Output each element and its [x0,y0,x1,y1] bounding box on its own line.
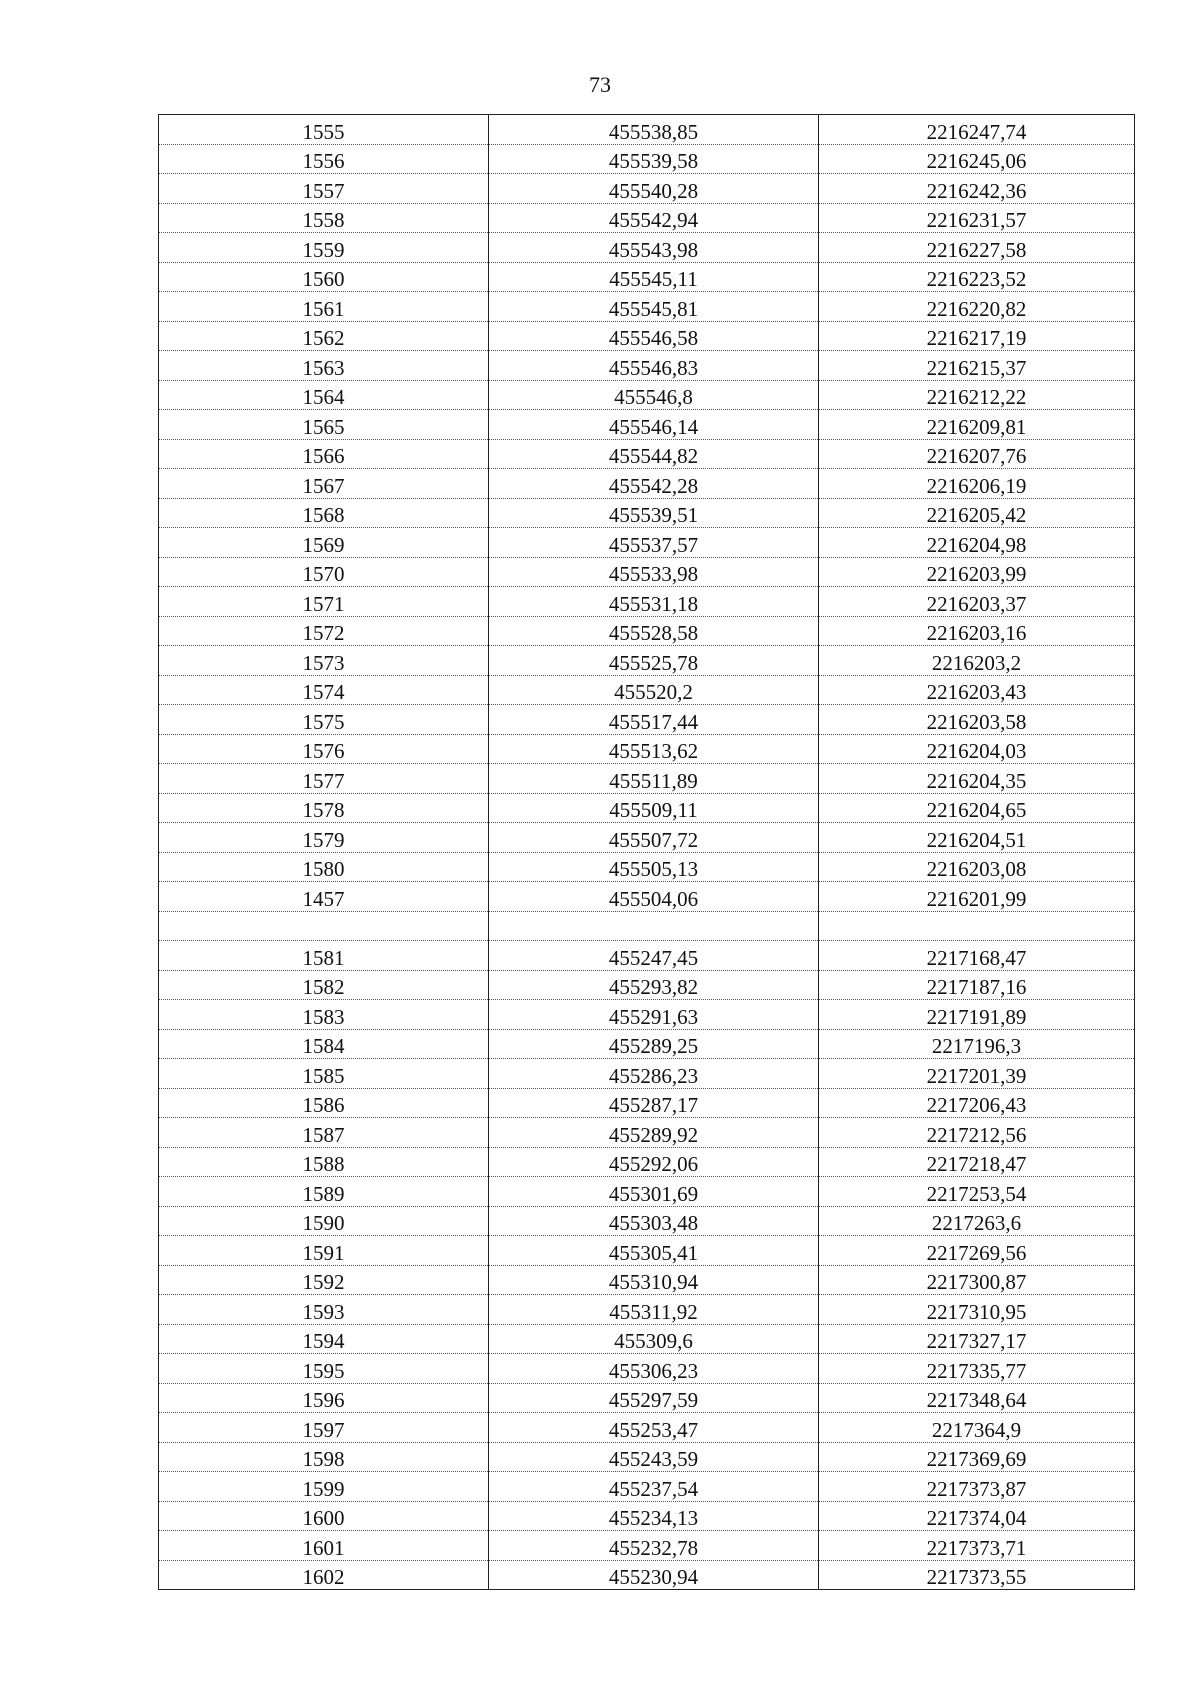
y-coordinate-cell: 2216215,37 [819,351,1135,381]
x-coordinate-cell: 455230,94 [489,1560,819,1590]
table-row [159,1000,1135,1030]
point-number-cell: 1577 [159,764,489,794]
point-number-cell: 1589 [159,1177,489,1207]
y-coordinate-cell: 2217364,9 [819,1413,1135,1443]
table-row [159,115,1135,145]
point-number-cell: 1565 [159,410,489,440]
x-coordinate-cell: 455539,58 [489,144,819,174]
table-row [159,1088,1135,1118]
table-row [159,675,1135,705]
y-coordinate-cell: 2217300,87 [819,1265,1135,1295]
x-coordinate-cell: 455297,59 [489,1383,819,1413]
y-coordinate-cell: 2216242,36 [819,174,1135,204]
y-coordinate-cell: 2216204,65 [819,793,1135,823]
y-coordinate-cell: 2216231,57 [819,203,1135,233]
y-coordinate-cell: 2216205,42 [819,498,1135,528]
table-row [159,528,1135,558]
table-row [159,1236,1135,1266]
point-number-cell: 1562 [159,321,489,351]
x-coordinate-cell: 455306,23 [489,1354,819,1384]
coordinate-table-body [159,115,1135,1590]
x-coordinate-cell: 455305,41 [489,1236,819,1266]
table-row [159,321,1135,351]
y-coordinate-cell: 2217373,87 [819,1472,1135,1502]
y-coordinate-cell: 2216223,52 [819,262,1135,292]
point-number-cell: 1561 [159,292,489,322]
y-coordinate-cell: 2216204,35 [819,764,1135,794]
y-coordinate-cell: 2217201,39 [819,1059,1135,1089]
point-number-cell: 1582 [159,970,489,1000]
table-row [159,1206,1135,1236]
y-coordinate-cell: 2216204,98 [819,528,1135,558]
y-coordinate-cell: 2216203,37 [819,587,1135,617]
point-number-cell: 1601 [159,1531,489,1561]
x-coordinate-cell: 455542,94 [489,203,819,233]
table-row [159,1531,1135,1561]
point-number-cell: 1566 [159,439,489,469]
point-number-cell: 1583 [159,1000,489,1030]
y-coordinate-cell: 2216217,19 [819,321,1135,351]
point-number-cell: 1587 [159,1118,489,1148]
y-coordinate-cell: 2216203,16 [819,616,1135,646]
point-number-cell: 1572 [159,616,489,646]
x-coordinate-cell: 455544,82 [489,439,819,469]
point-number-cell: 1555 [159,115,489,145]
x-coordinate-cell: 455517,44 [489,705,819,735]
x-coordinate-cell: 455505,13 [489,852,819,882]
y-coordinate-cell: 2217374,04 [819,1501,1135,1531]
table-row [159,882,1135,912]
x-coordinate-cell: 455545,11 [489,262,819,292]
point-number-cell: 1574 [159,675,489,705]
table-row [159,380,1135,410]
table-row [159,911,1135,941]
point-number-cell: 1563 [159,351,489,381]
x-coordinate-cell: 455545,81 [489,292,819,322]
point-number-cell: 1581 [159,941,489,971]
table-row [159,262,1135,292]
table-row [159,1472,1135,1502]
x-coordinate-cell: 455310,94 [489,1265,819,1295]
table-row [159,410,1135,440]
x-coordinate-cell: 455504,06 [489,882,819,912]
y-coordinate-cell: 2216204,03 [819,734,1135,764]
table-row [159,1265,1135,1295]
point-number-cell: 1578 [159,793,489,823]
point-number-cell: 1573 [159,646,489,676]
point-number-cell: 1567 [159,469,489,499]
x-coordinate-cell: 455509,11 [489,793,819,823]
y-coordinate-cell: 2217187,16 [819,970,1135,1000]
x-coordinate-cell: 455507,72 [489,823,819,853]
x-coordinate-cell: 455286,23 [489,1059,819,1089]
x-coordinate-cell: 455546,14 [489,410,819,440]
x-coordinate-cell: 455311,92 [489,1295,819,1325]
x-coordinate-cell: 455531,18 [489,587,819,617]
point-number-cell: 1576 [159,734,489,764]
y-coordinate-cell: 2216201,99 [819,882,1135,912]
x-coordinate-cell: 455537,57 [489,528,819,558]
point-number-cell: 1591 [159,1236,489,1266]
page-number: 73 [589,72,611,97]
table-row [159,1177,1135,1207]
y-coordinate-cell: 2216203,58 [819,705,1135,735]
table-row [159,469,1135,499]
table-row [159,705,1135,735]
point-number-cell: 1600 [159,1501,489,1531]
y-coordinate-cell: 2216206,19 [819,469,1135,499]
point-number-cell: 1597 [159,1413,489,1443]
y-coordinate-cell: 2216207,76 [819,439,1135,469]
x-coordinate-cell: 455546,58 [489,321,819,351]
table-row [159,1147,1135,1177]
table-row [159,1560,1135,1590]
point-number-cell: 1575 [159,705,489,735]
table-row [159,1295,1135,1325]
y-coordinate-cell: 2216227,58 [819,233,1135,263]
point-number-cell: 1568 [159,498,489,528]
point-number-cell: 1580 [159,852,489,882]
table-row [159,764,1135,794]
table-row [159,1442,1135,1472]
x-coordinate-cell: 455237,54 [489,1472,819,1502]
x-coordinate-cell: 455309,6 [489,1324,819,1354]
point-number-cell: 1595 [159,1354,489,1384]
point-number-cell: 1571 [159,587,489,617]
x-coordinate-cell: 455253,47 [489,1413,819,1443]
point-number-cell: 1570 [159,557,489,587]
x-coordinate-cell: 455511,89 [489,764,819,794]
point-number-cell: 1560 [159,262,489,292]
x-coordinate-cell: 455546,8 [489,380,819,410]
y-coordinate-cell: 2217369,69 [819,1442,1135,1472]
point-number-cell: 1584 [159,1029,489,1059]
table-row [159,970,1135,1000]
table-row [159,203,1135,233]
y-coordinate-cell: 2217269,56 [819,1236,1135,1266]
y-coordinate-cell: 2216203,43 [819,675,1135,705]
x-coordinate-cell: 455525,78 [489,646,819,676]
y-coordinate-cell: 2217263,6 [819,1206,1135,1236]
x-coordinate-cell: 455540,28 [489,174,819,204]
y-coordinate-cell: 2217191,89 [819,1000,1135,1030]
table-row [159,1029,1135,1059]
x-coordinate-cell: 455539,51 [489,498,819,528]
point-number-cell: 1590 [159,1206,489,1236]
y-coordinate-cell: 2217373,55 [819,1560,1135,1590]
table-row [159,734,1135,764]
x-coordinate-cell: 455543,98 [489,233,819,263]
point-number-cell: 1602 [159,1560,489,1590]
table-row [159,1501,1135,1531]
x-coordinate-cell: 455289,25 [489,1029,819,1059]
y-coordinate-cell: 2217335,77 [819,1354,1135,1384]
coordinate-table [158,114,1135,1590]
x-coordinate-cell: 455292,06 [489,1147,819,1177]
y-coordinate-cell: 2216209,81 [819,410,1135,440]
point-number-cell: 1579 [159,823,489,853]
table-row [159,823,1135,853]
point-number-cell: 1594 [159,1324,489,1354]
y-coordinate-cell: 2217373,71 [819,1531,1135,1561]
point-number-cell: 1557 [159,174,489,204]
x-coordinate-cell: 455289,92 [489,1118,819,1148]
x-coordinate-cell: 455247,45 [489,941,819,971]
x-coordinate-cell: 455243,59 [489,1442,819,1472]
y-coordinate-cell: 2216245,06 [819,144,1135,174]
y-coordinate-cell: 2217218,47 [819,1147,1135,1177]
y-coordinate-cell: 2216204,51 [819,823,1135,853]
point-number-cell: 1598 [159,1442,489,1472]
table-row [159,439,1135,469]
y-coordinate-cell [819,911,1135,941]
table-row [159,1324,1135,1354]
y-coordinate-cell: 2217327,17 [819,1324,1135,1354]
table-row [159,351,1135,381]
table-row [159,1059,1135,1089]
point-number-cell [159,911,489,941]
point-number-cell: 1599 [159,1472,489,1502]
table-row [159,941,1135,971]
table-row [159,557,1135,587]
y-coordinate-cell: 2216203,99 [819,557,1135,587]
y-coordinate-cell: 2216220,82 [819,292,1135,322]
table-row [159,292,1135,322]
x-coordinate-cell: 455528,58 [489,616,819,646]
table-row [159,144,1135,174]
point-number-cell: 1586 [159,1088,489,1118]
table-row [159,587,1135,617]
point-number-cell: 1556 [159,144,489,174]
point-number-cell: 1564 [159,380,489,410]
y-coordinate-cell: 2217212,56 [819,1118,1135,1148]
y-coordinate-cell: 2217206,43 [819,1088,1135,1118]
table-row [159,233,1135,263]
x-coordinate-cell: 455546,83 [489,351,819,381]
x-coordinate-cell: 455513,62 [489,734,819,764]
x-coordinate-cell: 455234,13 [489,1501,819,1531]
point-number-cell: 1559 [159,233,489,263]
x-coordinate-cell: 455542,28 [489,469,819,499]
x-coordinate-cell: 455287,17 [489,1088,819,1118]
table-row [159,1383,1135,1413]
y-coordinate-cell: 2217348,64 [819,1383,1135,1413]
table-row [159,1413,1135,1443]
table-row [159,174,1135,204]
table-row [159,1354,1135,1384]
x-coordinate-cell: 455520,2 [489,675,819,705]
y-coordinate-cell: 2216247,74 [819,115,1135,145]
y-coordinate-cell: 2217168,47 [819,941,1135,971]
point-number-cell: 1558 [159,203,489,233]
table-row [159,852,1135,882]
point-number-cell: 1592 [159,1265,489,1295]
point-number-cell: 1593 [159,1295,489,1325]
x-coordinate-cell: 455291,63 [489,1000,819,1030]
table-row [159,616,1135,646]
y-coordinate-cell: 2217310,95 [819,1295,1135,1325]
x-coordinate-cell: 455538,85 [489,115,819,145]
x-coordinate-cell: 455293,82 [489,970,819,1000]
point-number-cell: 1585 [159,1059,489,1089]
y-coordinate-cell: 2217196,3 [819,1029,1135,1059]
point-number-cell: 1596 [159,1383,489,1413]
x-coordinate-cell: 455303,48 [489,1206,819,1236]
point-number-cell: 1588 [159,1147,489,1177]
x-coordinate-cell [489,911,819,941]
y-coordinate-cell: 2216203,08 [819,852,1135,882]
table-row [159,1118,1135,1148]
x-coordinate-cell: 455533,98 [489,557,819,587]
table-row [159,793,1135,823]
x-coordinate-cell: 455232,78 [489,1531,819,1561]
table-row [159,646,1135,676]
y-coordinate-cell: 2217253,54 [819,1177,1135,1207]
y-coordinate-cell: 2216203,2 [819,646,1135,676]
y-coordinate-cell: 2216212,22 [819,380,1135,410]
table-row [159,498,1135,528]
x-coordinate-cell: 455301,69 [489,1177,819,1207]
point-number-cell: 1457 [159,882,489,912]
point-number-cell: 1569 [159,528,489,558]
